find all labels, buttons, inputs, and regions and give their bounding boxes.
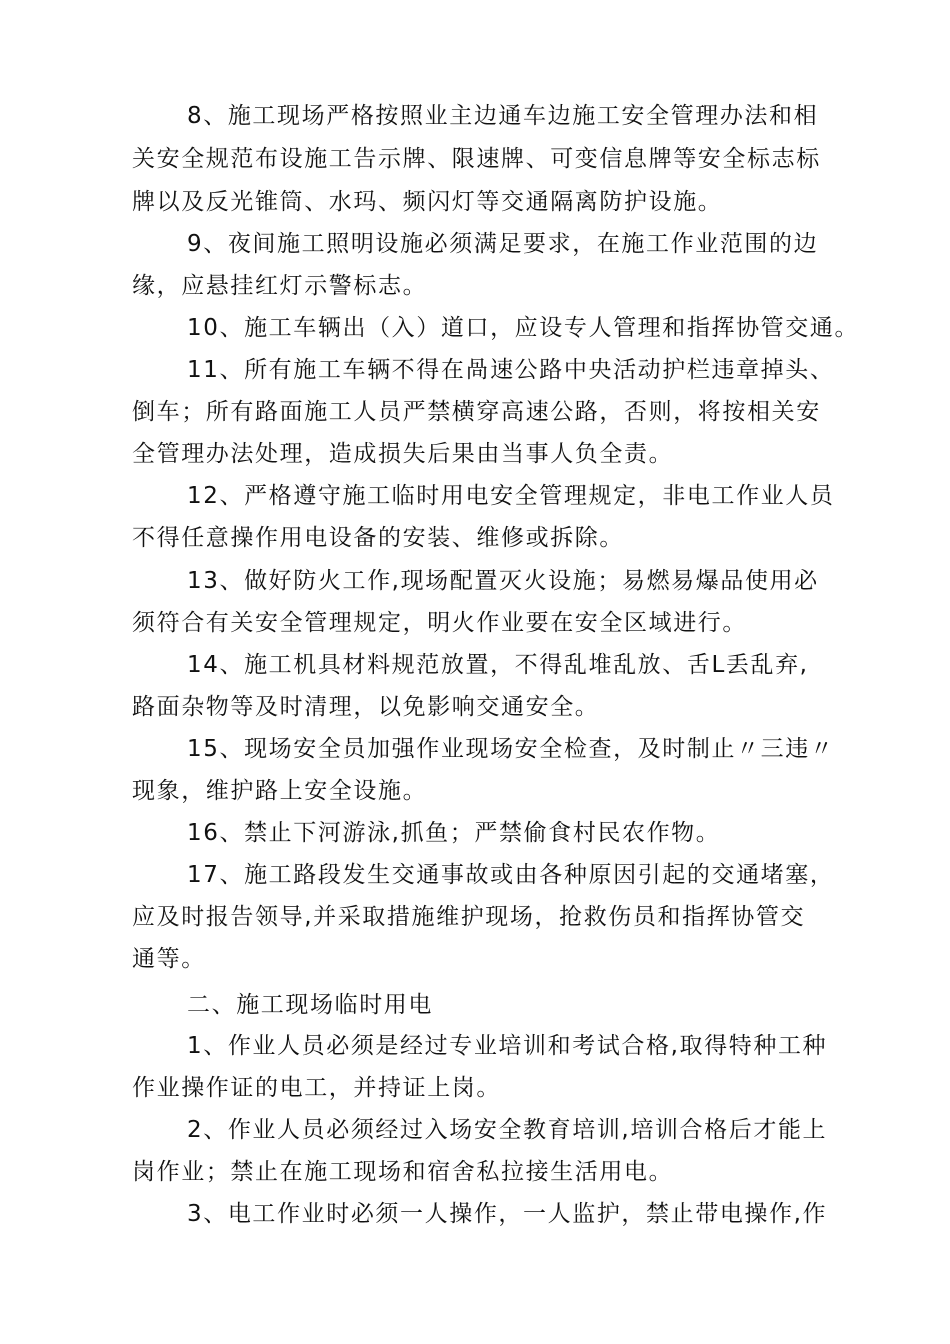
- text-line: 应及时报告领导,并采取措施维护现场，抢救伤员和指挥协管交: [132, 904, 806, 930]
- text-line: 路面杂物等及时清理，以免影响交通安全。: [132, 694, 600, 720]
- text-line: 现象，维护路上安全设施。: [132, 778, 428, 804]
- text-line: 1、作业人员必须是经过专业培训和考试合格,取得特种工种: [187, 1033, 828, 1059]
- text-line: 17、施工路段发生交通事故或由各种原因引起的交通堵塞，: [187, 862, 835, 888]
- text-line: 关安全规范布设施工告示牌、限速牌、可变信息牌等安全标志标: [132, 146, 821, 172]
- text-line: 11、所有施工车辆不得在咼速公路中央活动护栏违章掉头、: [187, 357, 835, 383]
- text-line: 12、严格遵守施工临时用电安全管理规定，非电工作业人员: [187, 483, 835, 509]
- text-line: 15、现场安全员加强作业现场安全检查，及时制止〃三违〃: [187, 736, 835, 762]
- text-line: 13、做好防火工作,现场配置灭火设施；易燃易爆品使用必: [187, 568, 819, 594]
- text-line: 牌以及反光锥筒、水玛、频闪灯等交通隔离防护设施。: [132, 189, 723, 215]
- text-line: 3、电工作业时必须一人操作，一人监护，禁止带电操作,作: [187, 1201, 828, 1227]
- text-line: 14、施工机具材料规范放置，不得乱堆乱放、舌L丢乱弃,: [187, 652, 809, 678]
- text-line: 2、作业人员必须经过入场安全教育培训,培训合格后才能上: [187, 1117, 828, 1143]
- text-line: 须符合有关安全管理规定，明火作业要在安全区域进行。: [132, 610, 747, 636]
- text-line: 缘，应悬挂红灯示警标志。: [132, 273, 428, 299]
- text-line: 作业操作证的电工，并持证上岗。: [132, 1075, 501, 1101]
- section-heading: 二、施工现场临时用电: [187, 992, 433, 1018]
- text-line: 9、夜间施工照明设施必须满足要求，在施工作业范围的边: [187, 231, 819, 257]
- text-line: 10、施工车辆出（入）道口，应设专人管理和指挥协管交通。: [187, 315, 860, 341]
- text-line: 全管理办法处理，造成损失后果由当事人负全责。: [132, 441, 674, 467]
- text-line: 不得任意操作用电设备的安装、维修或拆除。: [132, 525, 624, 551]
- text-line: 倒车；所有路面施工人员严禁横穿高速公路，否则，将按相关安: [132, 399, 821, 425]
- text-line: 16、禁止下河游泳,抓鱼；严禁偷食村民农作物。: [187, 820, 721, 846]
- text-line: 岗作业；禁止在施工现场和宿舍私拉接生活用电。: [132, 1159, 674, 1185]
- text-line: 8、施工现场严格按照业主边通车边施工安全管理办法和相: [187, 103, 819, 129]
- text-line: 通等。: [132, 946, 206, 972]
